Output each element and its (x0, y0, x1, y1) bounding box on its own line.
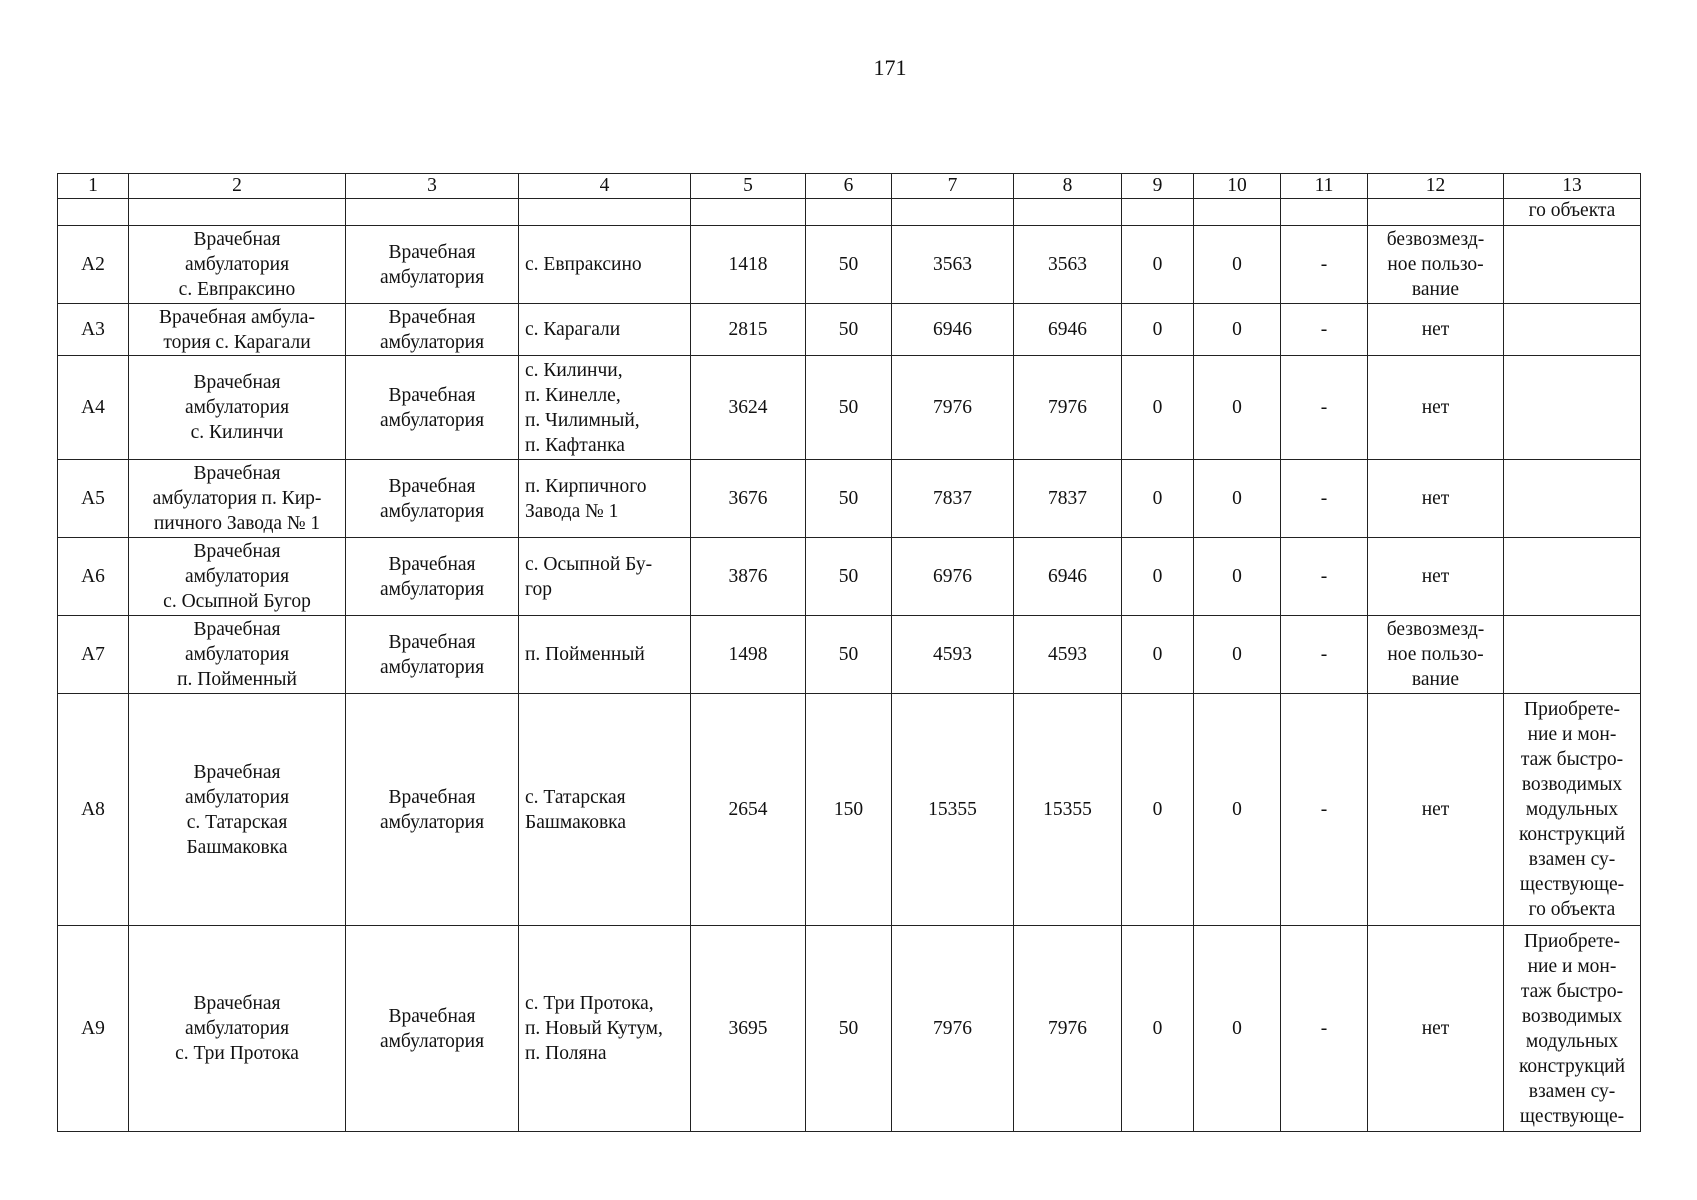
table-cell-col-9: 0 (1122, 460, 1194, 538)
table-cell-col-2: Врачебная амбула- тория с. Карагали (129, 304, 346, 356)
table-cell-col-9: 0 (1122, 356, 1194, 460)
table-cell-col-5: 1418 (691, 226, 806, 304)
table-cell-col-3: Врачебная амбулатория (346, 356, 519, 460)
table-cell-col-1: А6 (58, 538, 129, 616)
table-cell-col-6: 50 (806, 356, 892, 460)
table-cell-col-6: 50 (806, 460, 892, 538)
table-cell-col-12: нет (1368, 926, 1504, 1132)
table-cell-col-8: 6946 (1014, 304, 1122, 356)
table-cell-col-8: 7976 (1014, 926, 1122, 1132)
data-table (57, 173, 1641, 1132)
table-cell-col-1: А4 (58, 356, 129, 460)
table-cell-col-3: Врачебная амбулатория (346, 538, 519, 616)
table-cell-col-7: 7976 (892, 356, 1014, 460)
table-cell-col-9: 0 (1122, 304, 1194, 356)
table-cell-col-4: с. Осыпной Бу- гор (519, 538, 691, 616)
column-number: 5 (691, 174, 806, 199)
column-number: 1 (58, 174, 129, 199)
table-cell-col-9: 0 (1122, 694, 1194, 926)
continuation-cell (1368, 199, 1504, 226)
table-row (58, 460, 1641, 538)
table-cell-col-11: - (1281, 460, 1368, 538)
table-row (58, 616, 1641, 694)
column-number: 4 (519, 174, 691, 199)
table-cell-col-3: Врачебная амбулатория (346, 460, 519, 538)
table-cell-col-7: 7976 (892, 926, 1014, 1132)
table-body (58, 226, 1641, 1132)
column-number-row (58, 174, 1641, 199)
table-cell-col-12: нет (1368, 460, 1504, 538)
table-cell-col-9: 0 (1122, 616, 1194, 694)
table-cell-col-5: 3876 (691, 538, 806, 616)
continuation-cell (129, 199, 346, 226)
table-cell-col-7: 3563 (892, 226, 1014, 304)
table-cell-col-7: 15355 (892, 694, 1014, 926)
column-number: 13 (1504, 174, 1641, 199)
continuation-cell (806, 199, 892, 226)
table-cell-col-1: А8 (58, 694, 129, 926)
table-cell-col-5: 3695 (691, 926, 806, 1132)
column-number: 12 (1368, 174, 1504, 199)
continuation-cell (1281, 199, 1368, 226)
table-cell-col-12: безвозмезд- ное пользо- вание (1368, 616, 1504, 694)
table-cell-col-4: с. Килинчи, п. Кинелле, п. Чилимный, п. Кафтанка (519, 356, 691, 460)
table-cell-col-1: А9 (58, 926, 129, 1132)
table-cell-col-13 (1504, 304, 1641, 356)
table-cell-col-2: Врачебная амбулатория с. Татарская Башмаковка (129, 694, 346, 926)
table-cell-col-5: 3624 (691, 356, 806, 460)
table-row (58, 304, 1641, 356)
table-cell-col-13 (1504, 226, 1641, 304)
table-cell-col-10: 0 (1194, 304, 1281, 356)
table-cell-col-3: Врачебная амбулатория (346, 616, 519, 694)
continuation-row (58, 199, 1641, 226)
table-cell-col-9: 0 (1122, 226, 1194, 304)
table-cell-col-10: 0 (1194, 538, 1281, 616)
continuation-cell (691, 199, 806, 226)
table-cell-col-13 (1504, 616, 1641, 694)
table-cell-col-2: Врачебная амбулатория с. Евпраксино (129, 226, 346, 304)
table-cell-col-8: 7837 (1014, 460, 1122, 538)
continuation-cell (1014, 199, 1122, 226)
table-cell-col-9: 0 (1122, 538, 1194, 616)
column-number: 10 (1194, 174, 1281, 199)
table-cell-col-13: Приобрете- ние и мон- таж быстро- возводимых модульных конструкций взамен су- ществующе- го объекта (1504, 694, 1641, 926)
table-cell-col-10: 0 (1194, 356, 1281, 460)
continuation-cell (892, 199, 1014, 226)
table-cell-col-5: 2815 (691, 304, 806, 356)
table-cell-col-4: с. Три Протока, п. Новый Кутум, п. Поляна (519, 926, 691, 1132)
table-row (58, 694, 1641, 926)
continuation-cell (1122, 199, 1194, 226)
table-cell-col-8: 4593 (1014, 616, 1122, 694)
table-cell-col-2: Врачебная амбулатория с. Килинчи (129, 356, 346, 460)
table-cell-col-6: 50 (806, 616, 892, 694)
column-number: 8 (1014, 174, 1122, 199)
continuation-cell (58, 199, 129, 226)
table-cell-col-6: 50 (806, 926, 892, 1132)
table-cell-col-1: А5 (58, 460, 129, 538)
table-cell-col-10: 0 (1194, 616, 1281, 694)
table-cell-col-12: нет (1368, 694, 1504, 926)
continuation-cell: го объекта (1504, 199, 1641, 226)
column-number: 9 (1122, 174, 1194, 199)
table-cell-col-12: нет (1368, 538, 1504, 616)
table-cell-col-11: - (1281, 616, 1368, 694)
table-cell-col-11: - (1281, 538, 1368, 616)
column-number: 2 (129, 174, 346, 199)
continuation-cell (346, 199, 519, 226)
table-cell-col-11: - (1281, 356, 1368, 460)
table-cell-col-1: А3 (58, 304, 129, 356)
table-cell-col-8: 15355 (1014, 694, 1122, 926)
table-cell-col-11: - (1281, 226, 1368, 304)
table-row (58, 538, 1641, 616)
table-cell-col-2: Врачебная амбулатория п. Пойменный (129, 616, 346, 694)
table-cell-col-5: 3676 (691, 460, 806, 538)
table-cell-col-13 (1504, 356, 1641, 460)
table-cell-col-13 (1504, 538, 1641, 616)
table-cell-col-4: с. Карагали (519, 304, 691, 356)
table-cell-col-13: Приобрете- ние и мон- таж быстро- возводимых модульных конструкций взамен су- ществующе- (1504, 926, 1641, 1132)
table-cell-col-6: 50 (806, 538, 892, 616)
table-cell-col-3: Врачебная амбулатория (346, 926, 519, 1132)
table-cell-col-12: безвозмезд- ное пользо- вание (1368, 226, 1504, 304)
table-cell-col-3: Врачебная амбулатория (346, 226, 519, 304)
column-number: 6 (806, 174, 892, 199)
table-cell-col-5: 2654 (691, 694, 806, 926)
column-number: 7 (892, 174, 1014, 199)
table-cell-col-7: 6946 (892, 304, 1014, 356)
continuation-cell (1194, 199, 1281, 226)
table-cell-col-8: 7976 (1014, 356, 1122, 460)
table-cell-col-13 (1504, 460, 1641, 538)
table-cell-col-1: А2 (58, 226, 129, 304)
table-cell-col-10: 0 (1194, 694, 1281, 926)
table-cell-col-10: 0 (1194, 460, 1281, 538)
table-cell-col-9: 0 (1122, 926, 1194, 1132)
table-cell-col-1: А7 (58, 616, 129, 694)
table-cell-col-12: нет (1368, 356, 1504, 460)
table-cell-col-4: п. Кирпичного Завода № 1 (519, 460, 691, 538)
table-cell-col-11: - (1281, 926, 1368, 1132)
table-cell-col-3: Врачебная амбулатория (346, 694, 519, 926)
table-cell-col-12: нет (1368, 304, 1504, 356)
table-cell-col-6: 150 (806, 694, 892, 926)
table-cell-col-7: 7837 (892, 460, 1014, 538)
table-cell-col-10: 0 (1194, 926, 1281, 1132)
table-cell-col-6: 50 (806, 226, 892, 304)
table-cell-col-8: 3563 (1014, 226, 1122, 304)
table-cell-col-11: - (1281, 694, 1368, 926)
column-number: 11 (1281, 174, 1368, 199)
table-cell-col-2: Врачебная амбулатория с. Осыпной Бугор (129, 538, 346, 616)
table-cell-col-5: 1498 (691, 616, 806, 694)
table-cell-col-7: 6976 (892, 538, 1014, 616)
table-cell-col-4: п. Пойменный (519, 616, 691, 694)
table-row (58, 226, 1641, 304)
continuation-cell (519, 199, 691, 226)
table-cell-col-11: - (1281, 304, 1368, 356)
table-cell-col-4: с. Евпраксино (519, 226, 691, 304)
page-number: 171 (873, 55, 907, 80)
table-cell-col-4: с. Татарская Башмаковка (519, 694, 691, 926)
table-row (58, 356, 1641, 460)
table-cell-col-10: 0 (1194, 226, 1281, 304)
table-cell-col-8: 6946 (1014, 538, 1122, 616)
column-number: 3 (346, 174, 519, 199)
table-row (58, 926, 1641, 1132)
table-cell-col-6: 50 (806, 304, 892, 356)
table-cell-col-3: Врачебная амбулатория (346, 304, 519, 356)
table-cell-col-2: Врачебная амбулатория п. Кир- пичного Завода № 1 (129, 460, 346, 538)
table-cell-col-2: Врачебная амбулатория с. Три Протока (129, 926, 346, 1132)
table-cell-col-7: 4593 (892, 616, 1014, 694)
